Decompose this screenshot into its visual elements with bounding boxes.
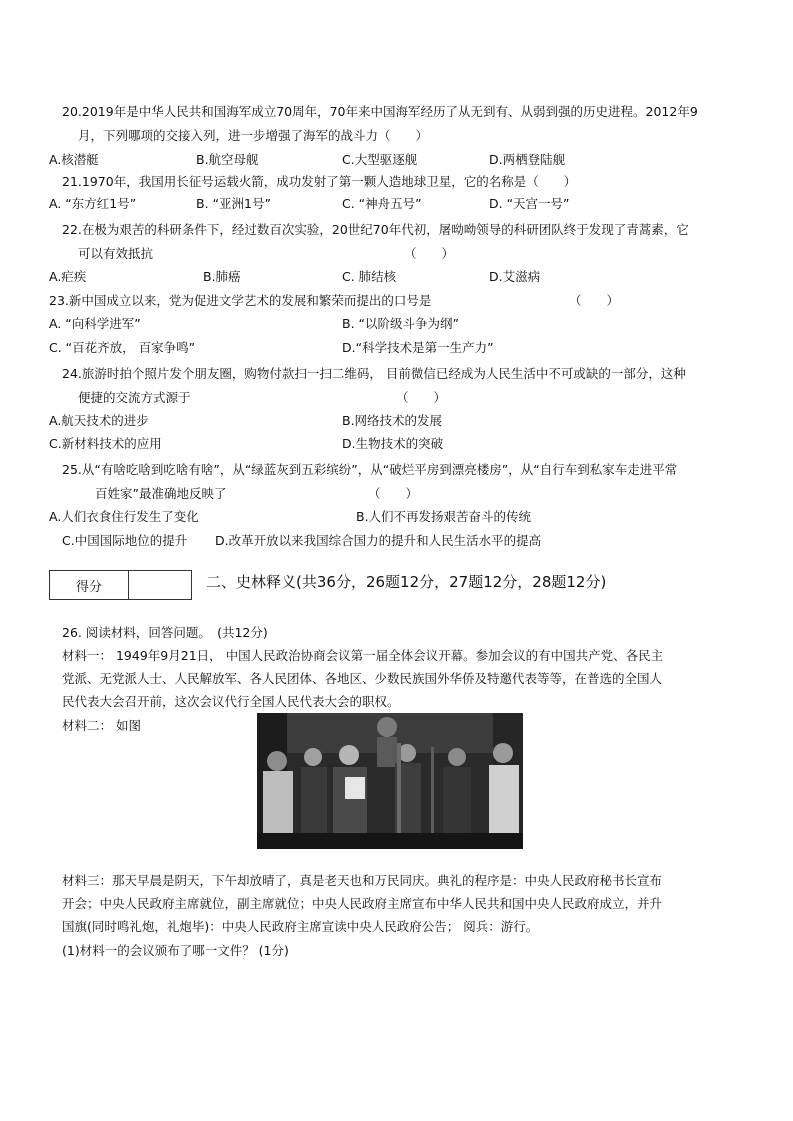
material3-line3: 国旗(同时鸣礼炮，礼炮毕)：中央人民政府主席宣读中央人民政府公告； 阅兵：游行。 — [62, 919, 539, 934]
q23-answer-paren: （ ） — [569, 293, 620, 308]
q22-stem-line2: 可以有效抵抗 — [78, 246, 154, 261]
material3-line1: 材料三：那天早晨是阴天，下午却放晴了，真是老天也和万民同庆。典礼的程序是：中央人民政府秘书长宣布 — [62, 873, 663, 888]
q22-option-c: C. 肺结核 — [342, 269, 397, 284]
q25-stem-line2: 百姓家”最准确地反映了 — [95, 486, 227, 501]
material3-line2: 开会；中央人民政府主席就位，副主席就位；中央人民政府主席宣布中华人民共和国中央人民政府成立，并升 — [62, 896, 663, 911]
q24-option-a: A.航天技术的进步 — [49, 413, 149, 428]
q24-option-d: D.生物技术的突破 — [342, 436, 444, 451]
score-label: 得分 — [50, 571, 129, 599]
q24-stem-line2: 便捷的交流方式源于 — [78, 390, 191, 405]
q25-option-b: B.人们不再发扬艰苦奋斗的传统 — [356, 509, 532, 524]
q20-stem-line1: 20.2019年是中华人民共和国海军成立70周年，70年来中国海军经历了从无到有、从弱到强的历史进程。2012年9 — [62, 104, 698, 119]
q23-stem: 23.新中国成立以来，党为促进文学艺术的发展和繁荣而提出的口号是 — [49, 293, 432, 308]
q26-heading: 26. 阅读材料，回答问题。 (共12分) — [62, 625, 268, 640]
q23-option-a: A. “向科学进军” — [49, 316, 141, 331]
q22-option-a: A.疟疾 — [49, 269, 87, 284]
q20-stem-line2: 月，下列哪项的交接入列，进一步增强了海军的战斗力（ ） — [78, 128, 429, 143]
q21-stem: 21.1970年，我国用长征号运载火箭，成功发射了第一颗人造地球卫星，它的名称是（ ） — [62, 174, 577, 189]
material1-line3: 民代表大会召开前，这次会议代行全国人民代表大会的职权。 — [62, 694, 400, 709]
q25-answer-paren: （ ） — [368, 486, 419, 501]
q21-option-a: A. “东方红1号” — [49, 196, 137, 211]
q22-stem-line1: 22.在极为艰苦的科研条件下，经过数百次实验，20世纪70年代初，屠呦呦领导的科研团队终于发现了青蒿素，它 — [62, 222, 689, 237]
q23-option-c: C. “百花齐放， 百家争鸣” — [49, 340, 196, 355]
q24-stem-line1: 24.旅游时拍个照片发个朋友圈，购物付款扫一扫二维码， 目前微信已经成为人民生活中不可或缺的一部分，这种 — [62, 366, 686, 381]
q22-answer-paren: （ ） — [404, 246, 455, 261]
q25-stem-line1: 25.从“有啥吃啥到吃啥有啥”，从“绿蓝灰到五彩缤纷”，从“破烂平房到漂亮楼房”，从“自行车到私家车走进平常 — [62, 462, 678, 477]
founding-ceremony-photo-icon — [257, 713, 523, 849]
section-title: 二、史林释义(共36分，26题12分，27题12分，28题12分) — [206, 573, 607, 591]
q21-option-c: C. “神舟五号” — [342, 196, 422, 211]
historical-photo — [257, 713, 523, 849]
q23-option-d: D.“科学技术是第一生产力” — [342, 340, 494, 355]
q26-subquestion-1: (1)材料一的会议颁布了哪一文件？ (1分) — [62, 943, 289, 958]
q24-answer-paren: （ ） — [396, 390, 447, 405]
material1-line2: 党派、无党派人士、人民解放军、各人民团体、各地区、少数民族国外华侨及特邀代表等等，在普选的全国人 — [62, 671, 663, 686]
material2-label: 材料二： 如图 — [62, 718, 141, 733]
q20-option-d: D.两栖登陆舰 — [489, 152, 566, 167]
q24-option-c: C.新材料技术的应用 — [49, 436, 162, 451]
q22-option-d: D.艾滋病 — [489, 269, 541, 284]
q25-option-d: D.改革开放以来我国综合国力的提升和人民生活水平的提高 — [215, 533, 542, 548]
q24-option-b: B.网络技术的发展 — [342, 413, 443, 428]
q20-option-a: A.核潜艇 — [49, 152, 99, 167]
q21-option-b: B. “亚洲1号” — [196, 196, 271, 211]
q23-option-b: B. “以阶级斗争为纲” — [342, 316, 459, 331]
q21-option-d: D. “天宫一号” — [489, 196, 570, 211]
material1-line1: 材料一： 1949年9月21日， 中国人民政治协商会议第一届全体会议开幕。参加会议的有中国共产党、各民主 — [62, 648, 664, 663]
score-box — [49, 570, 192, 600]
q25-option-c: C.中国国际地位的提升 — [62, 533, 188, 548]
score-blank — [129, 571, 191, 599]
q25-option-a: A.人们衣食住行发生了变化 — [49, 509, 199, 524]
q22-option-b: B.肺癌 — [203, 269, 241, 284]
q20-option-c: C.大型驱逐舰 — [342, 152, 418, 167]
q20-option-b: B.航空母舰 — [196, 152, 259, 167]
